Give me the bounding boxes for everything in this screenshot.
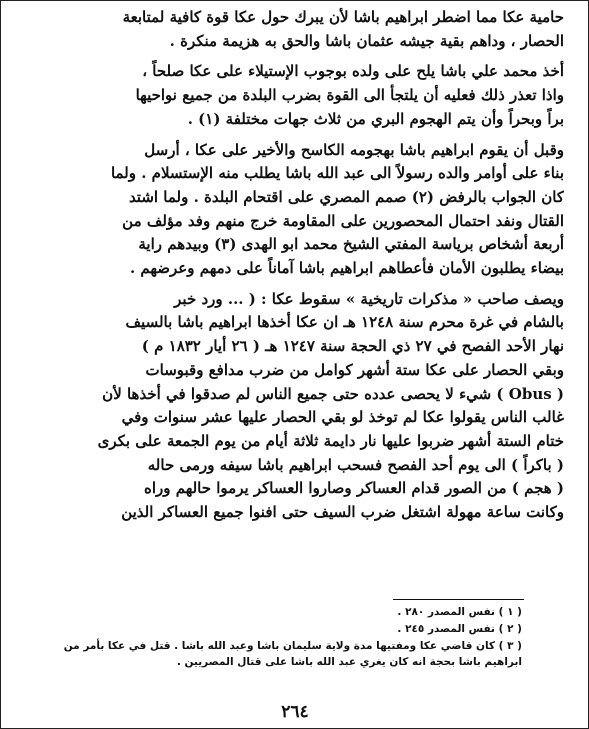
footnote: ( ٢ ) نفس المصدر ٢٤٥ . <box>397 622 522 635</box>
page-number: ٢٦٤ <box>281 702 309 722</box>
paragraph <box>60 6 564 53</box>
main-text <box>60 6 564 525</box>
paragraph <box>60 60 564 131</box>
footnote: ابراهيم باشا بحجة انه كان يغري عبد الله باشا على قتال المصريين . <box>176 656 522 669</box>
text-line: الحصار ، وداهم بقية جيشه عثمان باشا والحق به هزيمة منكرة . <box>169 31 564 50</box>
text-line: ختام الستة أشهر ضربوا عليها نار دايمة ثلاثة أيام من يوم الجمعة على بكرى <box>97 431 564 450</box>
text-line: وبقي الحصار على عكا ستة أشهر كوامل من ضرب مدافع وقبوسات <box>145 360 564 379</box>
text-line: أخذ محمد علي باشا يلح على ولده بوجوب الإستيلاء على عكا صلحاً ، <box>142 62 564 81</box>
footnote: ( ١ ) نفس المصدر ٢٨٠ . <box>397 606 522 618</box>
text-line: براً وبحراً وأن يتم الهجوم البري من ثلاث جهات مختلفة (١) . <box>187 109 564 128</box>
footnotes <box>63 604 522 671</box>
paragraph <box>60 139 564 281</box>
text-line: ويصف صاحب « مذكرات تاريخية » سقوط عكا : ( ... ورد خبر <box>174 289 564 308</box>
footnote-divider <box>393 599 524 600</box>
text-line: ( هجم ) من الصور قدام العساكر وصاروا العساكر يرموا حالهم وراه <box>143 479 564 498</box>
paragraph <box>60 288 564 525</box>
document-page <box>60 6 564 532</box>
text-line: كان الجواب بالرفض (٢) صمم المصري على اقتحام البلدة . ولما اشتد <box>128 187 564 206</box>
text-line: نهار الأحد الفصح في ٢٧ ذي الحجة سنة ١٢٤٧ هـ ( ٢٦ أيار ١٨٣٢ م ) <box>141 337 564 356</box>
text-line: بالشام في غرة محرم سنة ١٢٤٨ هـ ان عكا أخذها ابراهيم باشا بالسيف <box>125 313 564 332</box>
text-line: ( باكراً ) الى يوم أحد الفصح فسحب ابراهيم باشا سيفه ورمى حاله <box>147 455 564 474</box>
text-line: غالب الناس يقولوا عكا لم توخذ لو بقي الحصار عليها عشر سنوات وفي <box>121 408 564 427</box>
text-line: القتال ونفد احتمال المحصورين على المقاومة خرج منهم وفد مؤلف من <box>122 211 564 230</box>
text-line: بناء على أوامر والده رسولاً الى عبد الله باشا يطلب منه الإستسلام . ولما <box>110 164 564 183</box>
text-line: أربعة أشخاص برياسة المفتي الشيخ محمد ابو الهدى (٣) وبيدهم راية <box>138 235 564 254</box>
text-line: حامية عكا مما اضطر ابراهيم باشا لأن يبرك حول عكا قوة كافية لمتابعة <box>122 8 564 26</box>
footnote: ( ٣ ) كان قاضي عكا ومفتيها مدة ولاية سليمان باشا وعبد الله باشا . قتل في عكا بأمر من <box>63 639 522 652</box>
text-line: وكانت ساعة مهولة اشتغل ضرب السيف حتى افنوا جميع العساكر الذين <box>121 503 564 522</box>
text-line: ( Obus ) شيء لا يحصى عدده حتى جميع الناس لم صدقوا في أخذها لأن <box>102 384 564 403</box>
text-line: واذا تعذر ذلك فعليه أن يلتجأ الى القوة بضرب البلدة من جميع نواحيها <box>135 86 564 105</box>
text-line: بيضاء يطلبون الأمان فأعطاهم ابراهيم باشا آماناً على دمهم وعرضهم . <box>129 259 564 278</box>
text-line: وقبل أن يقوم ابراهيم باشا بهجومه الكاسح والأخير على عكا ، أرسل <box>144 140 564 159</box>
